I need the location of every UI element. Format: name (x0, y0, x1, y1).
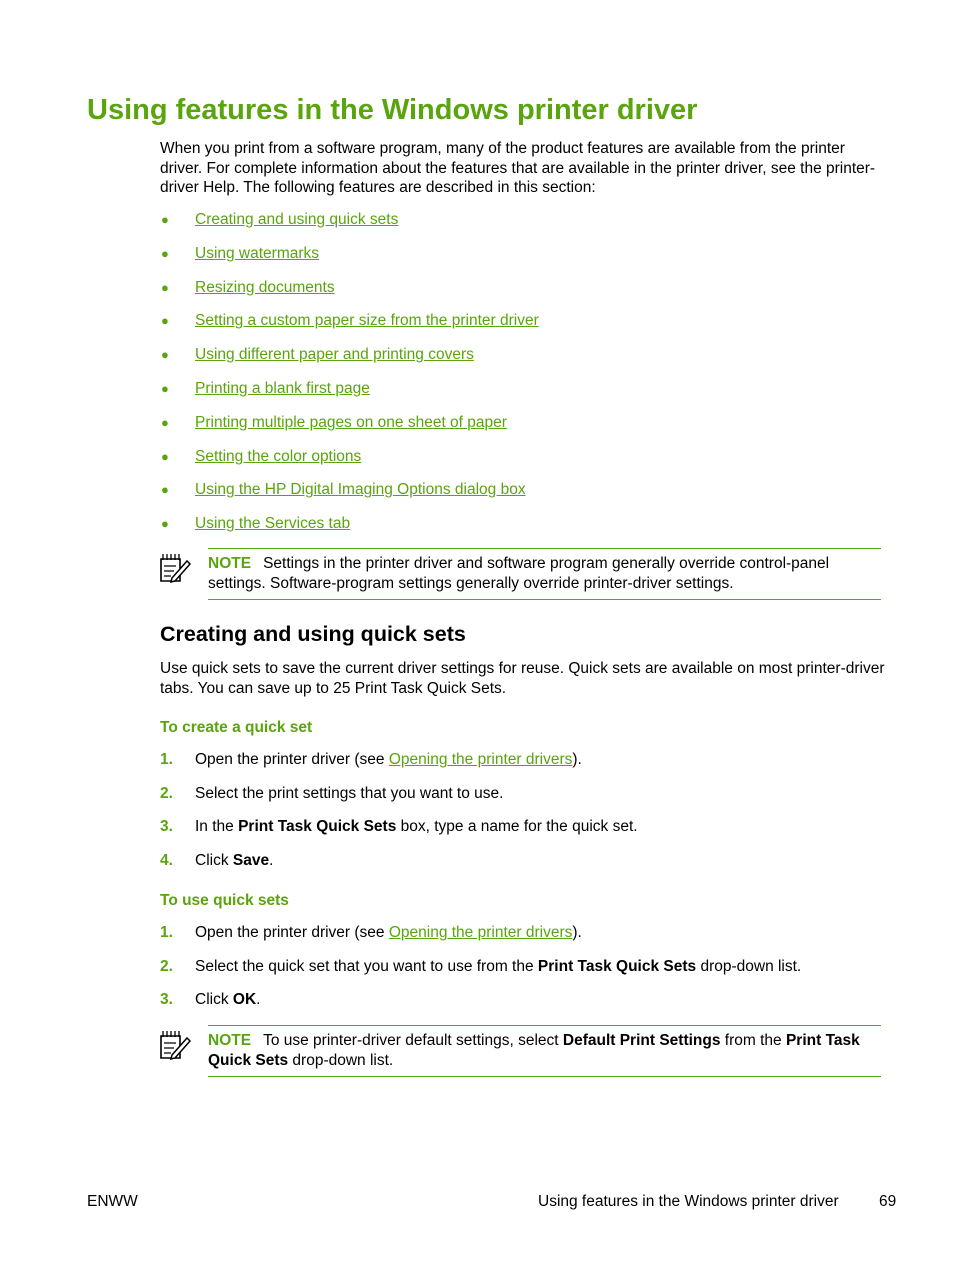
step-text-part: . (256, 991, 261, 1009)
step-text (195, 750, 582, 770)
link-services-tab[interactable]: Using the Services tab (195, 515, 351, 533)
ui-term: Default Print Settings (562, 1032, 721, 1049)
note-label: NOTE (208, 555, 252, 572)
step-text (195, 851, 273, 871)
ui-term: Print Task Quick Sets (238, 818, 397, 836)
link-blank-first-page[interactable]: Printing a blank first page (195, 379, 370, 397)
step-text (195, 817, 638, 837)
note-box (208, 548, 881, 600)
step-text-part: In the (195, 818, 239, 836)
bullet-icon: ● (161, 414, 169, 430)
note-text: Settings in the printer driver and software program generally override control-panel settings. Software-program settings generally override printer-driver settings. (208, 555, 830, 592)
link-resizing-documents[interactable]: Resizing documents (195, 278, 335, 296)
ui-term: Print Task Quick Sets (208, 1032, 860, 1069)
note-text: drop-down list. (288, 1051, 394, 1069)
bullet-icon: ● (161, 482, 169, 498)
procedure-title: To create a quick set (160, 719, 313, 736)
procedure-title: To use quick sets (160, 892, 289, 909)
step-text (195, 990, 260, 1010)
step-number: 1. (160, 751, 173, 768)
note-pad-pencil-icon (158, 551, 192, 583)
note-box (208, 1025, 881, 1077)
step-text (195, 957, 801, 977)
note-text: To use printer-driver default settings, select (263, 1032, 563, 1049)
note-pad-pencil-icon (158, 1028, 192, 1060)
step-number: 4. (160, 851, 173, 869)
link-using-watermarks[interactable]: Using watermarks (195, 244, 320, 262)
step-number: 2. (160, 957, 173, 975)
intro-paragraph: When you print from a software program, many of the product features are available from the printer driver. For complete information about the features that are available in the printer driver, see the printer-driver Help. The following features are described in this section: (160, 140, 876, 196)
step-text-part: Click (195, 991, 233, 1009)
step-text-part: ). (572, 751, 582, 768)
bullet-icon: ● (161, 448, 169, 464)
link-digital-imaging-options[interactable]: Using the HP Digital Imaging Options dialog box (195, 481, 526, 499)
link-opening-printer-drivers[interactable]: Opening the printer drivers (388, 751, 573, 768)
bullet-icon: ● (161, 347, 169, 363)
note-label: NOTE (208, 1032, 252, 1049)
footer-edition: ENWW (87, 1193, 138, 1210)
page-number: 69 (879, 1193, 897, 1210)
bullet-icon: ● (161, 212, 169, 227)
page-title: Using features in the Windows printer driver (87, 94, 698, 126)
link-creating-quick-sets[interactable]: Creating and using quick sets (195, 211, 399, 228)
bullet-icon: ● (161, 516, 169, 532)
ui-term: OK (232, 991, 257, 1009)
ui-term: Print Task Quick Sets (537, 957, 697, 975)
link-different-paper-covers[interactable]: Using different paper and printing covers (195, 346, 474, 364)
step-text-part: . (269, 851, 274, 869)
bullet-icon: ● (161, 245, 169, 261)
ui-term: Save (232, 851, 270, 869)
section-intro-paragraph: Use quick sets to save the current driver settings for reuse. Quick sets are available on most printer-driver tabs. You can save up to 25 Print Task Quick Sets. (160, 660, 885, 697)
step-text: Select the print settings that you want to use. (195, 784, 504, 802)
step-number: 3. (160, 991, 173, 1009)
step-text-part: box, type a name for the quick set. (396, 818, 638, 836)
link-multiple-pages-per-sheet[interactable]: Printing multiple pages on one sheet of paper (195, 413, 507, 431)
step-text-part: Click (195, 851, 233, 869)
footer-chapter-title: Using features in the Windows printer driver (538, 1193, 839, 1210)
bullet-icon: ● (161, 313, 169, 329)
link-color-options[interactable]: Setting the color options (195, 447, 362, 465)
step-number: 3. (160, 818, 173, 836)
step-text-part: Open the printer driver (see (195, 924, 389, 941)
note-text: from the (720, 1032, 786, 1049)
bullet-icon: ● (161, 380, 169, 396)
step-text-part: drop-down list. (696, 957, 802, 975)
step-number: 1. (160, 924, 173, 941)
step-text-part: ). (572, 924, 582, 941)
link-custom-paper-size[interactable]: Setting a custom paper size from the printer driver (195, 312, 539, 330)
step-text (195, 923, 582, 943)
bullet-icon: ● (161, 279, 169, 295)
step-text-part: Select the quick set that you want to use from the (195, 957, 538, 975)
step-text-part: Open the printer driver (see (195, 751, 389, 768)
section-heading: Creating and using quick sets (160, 622, 466, 646)
step-number: 2. (160, 784, 173, 802)
link-opening-printer-drivers[interactable]: Opening the printer drivers (388, 924, 573, 941)
